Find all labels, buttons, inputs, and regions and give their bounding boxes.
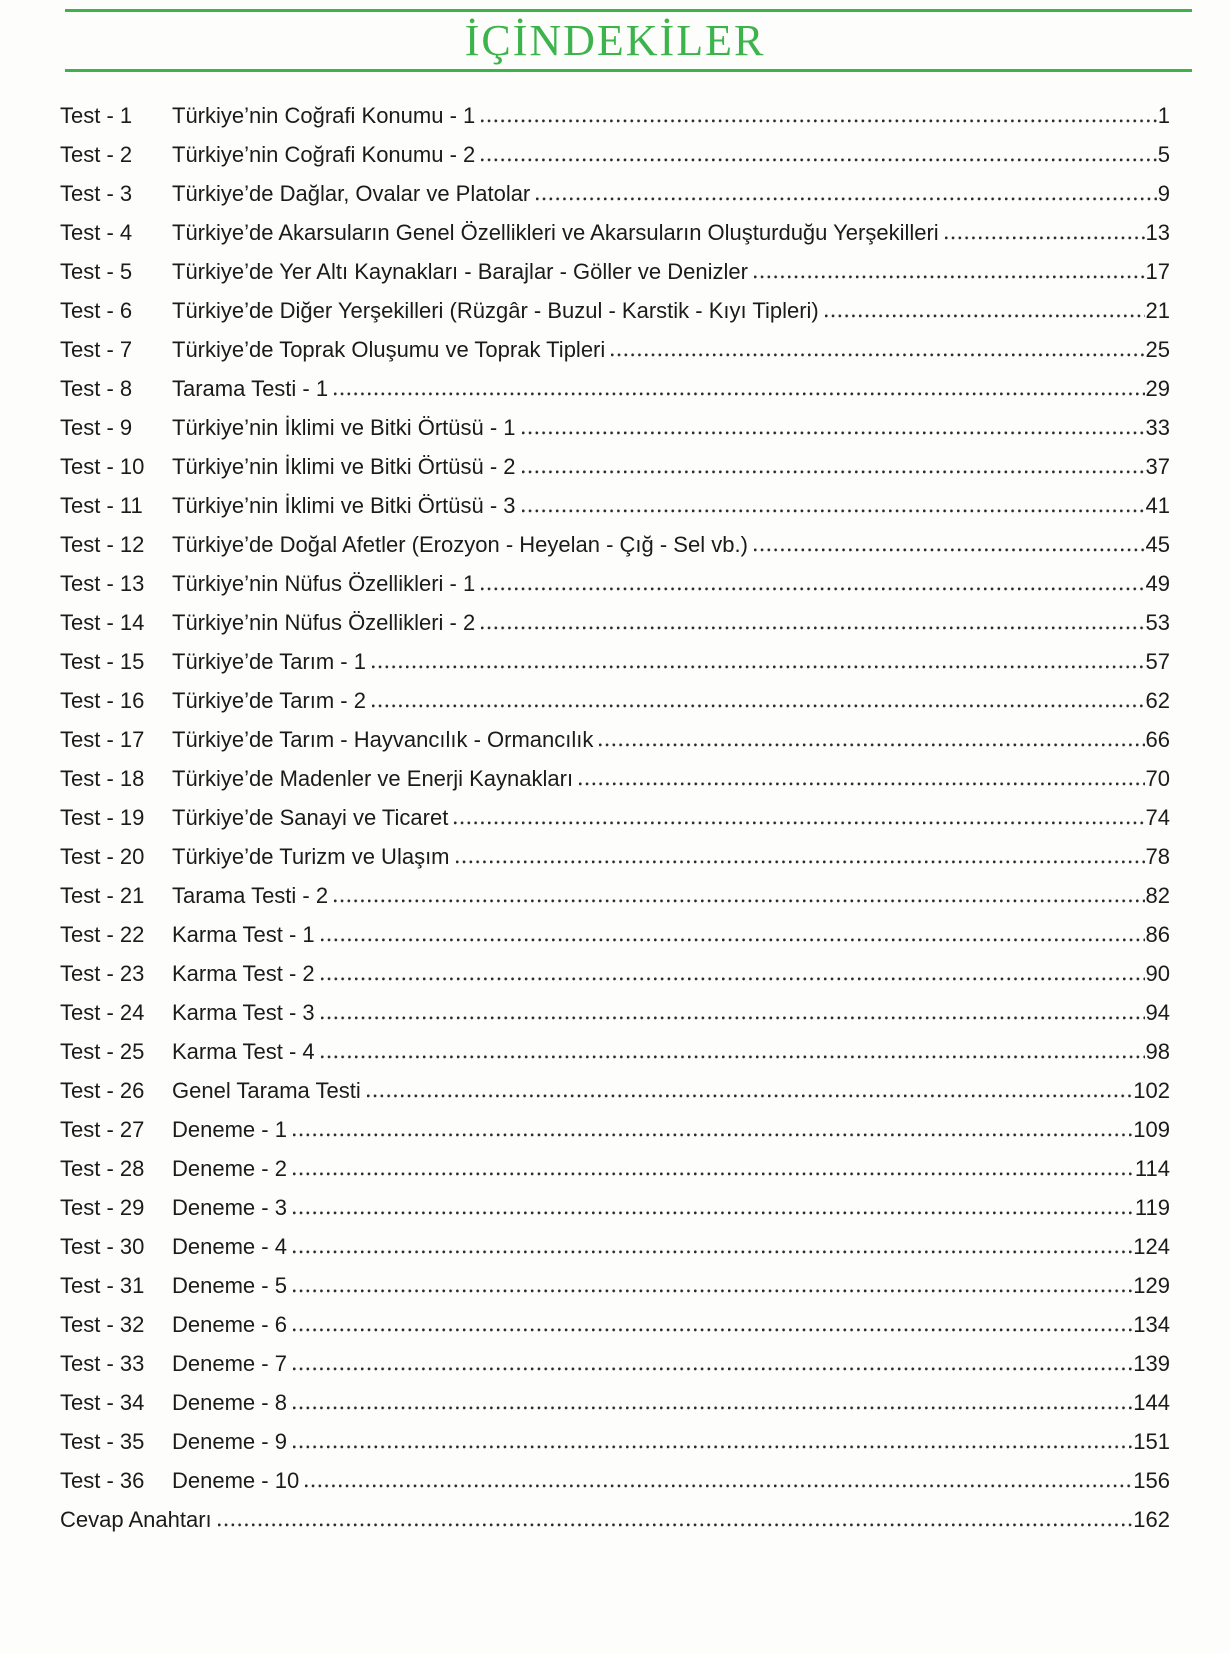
- toc-entry-page: 162: [1133, 1507, 1170, 1532]
- toc-entry: [60, 1032, 1170, 1071]
- toc-entry-page: 151: [1133, 1429, 1170, 1454]
- toc-entry-label: Test - 1: [60, 103, 133, 128]
- toc-leader-dots: [293, 1133, 1132, 1137]
- toc-leader-dots: [334, 392, 1144, 396]
- toc-leader-dots: [754, 275, 1145, 279]
- toc-entry: [60, 330, 1170, 369]
- toc-leader-dots: [522, 431, 1145, 435]
- toc-entry-page: 134: [1133, 1312, 1170, 1337]
- toc-entry: [60, 447, 1170, 486]
- toc-entry-label: Test - 5: [60, 259, 133, 284]
- toc-entry-page: 53: [1145, 610, 1170, 635]
- toc-entry-page: 9: [1157, 181, 1170, 206]
- toc-leader-dots: [293, 1445, 1132, 1449]
- toc-entry-label: Test - 36: [60, 1468, 145, 1493]
- toc-entry-page: 41: [1145, 493, 1170, 518]
- toc-entry: [60, 1071, 1170, 1110]
- toc-entry-label: Test - 16: [60, 688, 145, 713]
- toc-leader-dots: [372, 665, 1145, 669]
- toc-entry-label: Test - 26: [60, 1078, 145, 1103]
- toc-entry-title: Deneme - 3: [172, 1195, 287, 1220]
- toc-entry-title: Karma Test - 3: [172, 1000, 315, 1025]
- toc-entry-page: 86: [1145, 922, 1170, 947]
- toc-entry-page: 49: [1145, 571, 1170, 596]
- toc-entry: [60, 174, 1170, 213]
- toc-entry-page: 74: [1145, 805, 1170, 830]
- toc-entry-page: 98: [1145, 1039, 1170, 1064]
- toc-entry-label: Test - 35: [60, 1429, 145, 1454]
- toc-entry-label: Test - 19: [60, 805, 145, 830]
- toc-entry-page: 102: [1133, 1078, 1170, 1103]
- page-title: İÇİNDEKİLER: [464, 16, 766, 65]
- toc-leader-dots: [293, 1172, 1134, 1176]
- toc-entry-title: Karma Test - 1: [172, 922, 315, 947]
- toc-entry-page: 139: [1133, 1351, 1170, 1376]
- toc-entry-label: Test - 20: [60, 844, 145, 869]
- toc-leader-dots: [321, 938, 1145, 942]
- toc-entry: [60, 837, 1170, 876]
- toc-leader-dots: [536, 197, 1156, 201]
- toc-leader-dots: [611, 353, 1144, 357]
- toc-entry: [60, 213, 1170, 252]
- toc-entry: [60, 1149, 1170, 1188]
- toc-entry-title: Deneme - 6: [172, 1312, 287, 1337]
- toc-entry-title: Karma Test - 4: [172, 1039, 315, 1064]
- toc-entry: [60, 369, 1170, 408]
- toc-entry-title: Deneme - 10: [172, 1468, 300, 1493]
- toc-entry-page: 33: [1145, 415, 1170, 440]
- toc-leader-dots: [456, 860, 1145, 864]
- toc-entry-page: 82: [1145, 883, 1170, 908]
- toc-entry: [60, 876, 1170, 915]
- toc-leader-dots: [481, 119, 1157, 123]
- toc-entry: [60, 1188, 1170, 1227]
- toc-entry-title: Deneme - 8: [172, 1390, 287, 1415]
- toc-entry-title: Türkiye’de Tarım - 1: [172, 649, 366, 674]
- toc-entry: [60, 1422, 1170, 1461]
- toc-entry: [60, 954, 1170, 993]
- toc-leader-dots: [334, 899, 1144, 903]
- toc-entry: [60, 1383, 1170, 1422]
- toc-entry: [60, 759, 1170, 798]
- toc-entry-label: Test - 21: [60, 883, 145, 908]
- toc-entry-title: Türkiye’nin Nüfus Özellikleri - 1: [172, 571, 476, 596]
- toc-leader-dots: [599, 743, 1144, 747]
- toc-entry: [60, 1266, 1170, 1305]
- toc-entry: [60, 564, 1170, 603]
- toc-entry-page: 70: [1145, 766, 1170, 791]
- toc-leader-dots: [481, 158, 1157, 162]
- toc-leader-dots: [579, 782, 1144, 786]
- toc-entry: [60, 720, 1170, 759]
- toc-entry-label: Test - 18: [60, 766, 145, 791]
- toc-entry-label: Test - 32: [60, 1312, 145, 1337]
- toc-entry-title: Türkiye’de Toprak Oluşumu ve Toprak Tipleri: [172, 337, 606, 362]
- toc-entry-title: Türkiye’de Sanayi ve Ticaret: [172, 805, 449, 830]
- toc-leader-dots: [454, 821, 1144, 825]
- toc-entry-label: Test - 3: [60, 181, 133, 206]
- toc-entry-page: 25: [1145, 337, 1170, 362]
- toc-entry: [60, 252, 1170, 291]
- toc-entry-label: Test - 4: [60, 220, 133, 245]
- toc-entry-page: 156: [1133, 1468, 1170, 1493]
- toc-leader-dots: [293, 1367, 1132, 1371]
- toc-leader-dots: [293, 1250, 1132, 1254]
- toc-entry: [60, 1461, 1170, 1500]
- toc-entry: [60, 1227, 1170, 1266]
- toc-leader-dots: [481, 626, 1144, 630]
- toc-entry-title: Türkiye’de Dağlar, Ovalar ve Platolar: [172, 181, 531, 206]
- toc-entry: [60, 915, 1170, 954]
- toc-entry-title: Deneme - 9: [172, 1429, 287, 1454]
- toc-entry: [60, 1305, 1170, 1344]
- toc-leader-dots: [293, 1328, 1132, 1332]
- toc-entry-page: 5: [1157, 142, 1170, 167]
- toc-entry-title: Türkiye’nin İklimi ve Bitki Örtüsü - 3: [172, 493, 516, 518]
- toc-entry-title: Türkiye’nin Coğrafi Konumu - 2: [172, 142, 476, 167]
- toc-entry-title: Genel Tarama Testi: [172, 1078, 361, 1103]
- toc-entry-label: Test - 27: [60, 1117, 145, 1142]
- toc-entry-title: Karma Test - 2: [172, 961, 315, 986]
- toc-entry-label: Test - 34: [60, 1390, 145, 1415]
- toc-entry-title: Cevap Anahtarı: [60, 1507, 212, 1532]
- toc-entry-label: Test - 31: [60, 1273, 145, 1298]
- toc-entry: [60, 1500, 1170, 1539]
- toc-entry-page: 129: [1133, 1273, 1170, 1298]
- toc-entry-label: Test - 33: [60, 1351, 145, 1376]
- toc-entry-page: 114: [1134, 1156, 1170, 1181]
- toc-entry-label: Test - 12: [60, 532, 145, 557]
- toc-entry-page: 94: [1145, 1000, 1170, 1025]
- toc-entry-title: Türkiye’de Turizm ve Ulaşım: [172, 844, 450, 869]
- toc-leader-dots: [293, 1211, 1134, 1215]
- toc-entry-title: Türkiye’de Madenler ve Enerji Kaynakları: [172, 766, 574, 791]
- toc-leader-dots: [372, 704, 1145, 708]
- toc-entry: [60, 525, 1170, 564]
- toc-entry-page: 90: [1145, 961, 1170, 986]
- toc-entry-label: Test - 23: [60, 961, 145, 986]
- toc-leader-dots: [825, 314, 1145, 318]
- toc-entry-page: 13: [1145, 220, 1170, 245]
- toc-leader-dots: [754, 548, 1145, 552]
- toc-entry-page: 62: [1145, 688, 1170, 713]
- toc-entry-label: Test - 7: [60, 337, 133, 362]
- toc-entry-page: 17: [1145, 259, 1170, 284]
- toc-leader-dots: [321, 1055, 1145, 1059]
- header-bottom-rule: [65, 69, 1192, 72]
- toc-entry-title: Deneme - 2: [172, 1156, 287, 1181]
- toc-entry: [60, 486, 1170, 525]
- toc-entry-label: Test - 6: [60, 298, 133, 323]
- toc-entry-label: Test - 11: [60, 493, 143, 518]
- toc-entry-title: Türkiye’de Tarım - Hayvancılık - Ormancılık: [172, 727, 594, 752]
- toc-leader-dots: [321, 977, 1145, 981]
- toc-entry-title: Türkiye’de Tarım - 2: [172, 688, 366, 713]
- toc-entry-title: Deneme - 1: [172, 1117, 287, 1142]
- toc-entry-label: Test - 25: [60, 1039, 145, 1064]
- toc-entry: [60, 291, 1170, 330]
- toc-entry-label: Test - 29: [60, 1195, 145, 1220]
- toc-entry: [60, 603, 1170, 642]
- toc-entry-title: Deneme - 5: [172, 1273, 287, 1298]
- toc-leader-dots: [305, 1484, 1132, 1488]
- toc-entry-page: 124: [1133, 1234, 1170, 1259]
- toc-entry-title: Türkiye’nin Coğrafi Konumu - 1: [172, 103, 476, 128]
- toc-entry: [60, 681, 1170, 720]
- toc-leader-dots: [293, 1406, 1132, 1410]
- toc-entry-label: Test - 10: [60, 454, 145, 479]
- toc-entry-label: Test - 28: [60, 1156, 145, 1181]
- toc-entry-page: 119: [1134, 1195, 1170, 1220]
- toc-entry: [60, 408, 1170, 447]
- toc-header: [0, 0, 1230, 72]
- toc-entry-title: Türkiye’de Doğal Afetler (Erozyon - Heyelan - Çığ - Sel vb.): [172, 532, 748, 557]
- toc-entry: [60, 135, 1170, 174]
- toc-entry-page: 21: [1145, 298, 1170, 323]
- toc-entry: [60, 798, 1170, 837]
- toc-entry-label: Test - 15: [60, 649, 145, 674]
- toc-entry-label: Test - 9: [60, 415, 133, 440]
- toc-entry-title: Türkiye’nin İklimi ve Bitki Örtüsü - 1: [172, 415, 516, 440]
- toc-entry-title: Tarama Testi - 2: [172, 883, 329, 908]
- toc-entry: [60, 1344, 1170, 1383]
- toc-entry-page: 1: [1157, 103, 1170, 128]
- toc-entry-title: Türkiye’de Yer Altı Kaynakları - Barajlar - Göller ve Denizler: [172, 259, 748, 284]
- toc-list: [60, 96, 1170, 1539]
- toc-entry-label: Test - 17: [60, 727, 145, 752]
- toc-leader-dots: [522, 509, 1145, 513]
- toc-entry: [60, 642, 1170, 681]
- toc-leader-dots: [218, 1523, 1133, 1527]
- toc-leader-dots: [321, 1016, 1145, 1020]
- toc-entry-label: Test - 24: [60, 1000, 145, 1025]
- toc-entry-title: Türkiye’nin İklimi ve Bitki Örtüsü - 2: [172, 454, 516, 479]
- toc-leader-dots: [522, 470, 1145, 474]
- toc-entry-title: Türkiye’de Akarsuların Genel Özellikleri ve Akarsuların Oluşturduğu Yerşekilleri: [172, 220, 939, 245]
- toc-entry: [60, 993, 1170, 1032]
- toc-entry-page: 78: [1145, 844, 1170, 869]
- toc-leader-dots: [293, 1289, 1132, 1293]
- toc-entry-label: Test - 22: [60, 922, 145, 947]
- toc-entry: [60, 96, 1170, 135]
- toc-entry-page: 144: [1133, 1390, 1170, 1415]
- toc-entry-title: Deneme - 7: [172, 1351, 287, 1376]
- toc-leader-dots: [945, 236, 1145, 240]
- toc-leader-dots: [481, 587, 1144, 591]
- toc-entry-page: 29: [1145, 376, 1170, 401]
- toc-entry-title: Tarama Testi - 1: [172, 376, 329, 401]
- toc-entry-page: 57: [1145, 649, 1170, 674]
- toc-entry-label: Test - 30: [60, 1234, 145, 1259]
- toc-entry-page: 37: [1145, 454, 1170, 479]
- toc-leader-dots: [367, 1094, 1133, 1098]
- toc-entry-page: 109: [1133, 1117, 1170, 1142]
- toc-entry-label: Test - 13: [60, 571, 145, 596]
- toc-entry-label: Test - 14: [60, 610, 145, 635]
- toc-entry-page: 66: [1145, 727, 1170, 752]
- toc-entry-page: 45: [1145, 532, 1170, 557]
- toc-entry-label: Test - 8: [60, 376, 133, 401]
- toc-entry-label: Test - 2: [60, 142, 133, 167]
- toc-entry: [60, 1110, 1170, 1149]
- toc-entry-title: Deneme - 4: [172, 1234, 287, 1259]
- toc-entry-title: Türkiye’de Diğer Yerşekilleri (Rüzgâr - Buzul - Karstik - Kıyı Tipleri): [172, 298, 819, 323]
- toc-entry-title: Türkiye’nin Nüfus Özellikleri - 2: [172, 610, 476, 635]
